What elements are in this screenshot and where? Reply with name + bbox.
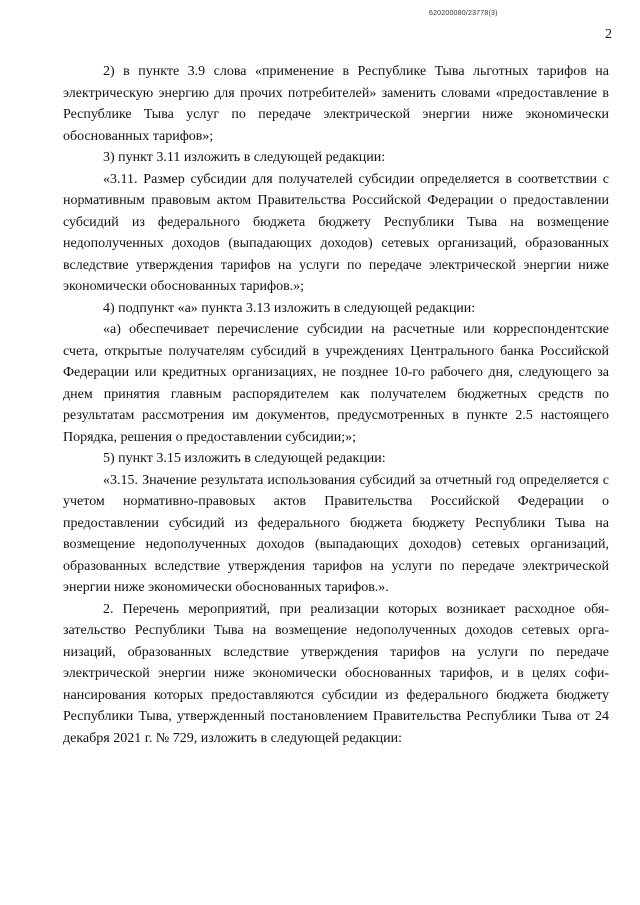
paragraph-item-3: 3) пункт 3.11 изложить в следующей редакции: <box>103 150 386 165</box>
paragraph-quote-3-13-a: «а) обеспечивает перечисление субсидии на расчетные или корреспондентские счета, открытые получателям субсидий в учреждениях Центрального банка Российской Федерации или кредитных организациях, не позднее 10-го рабочего дня, следующего за днем принятия главным распорядителем как получателем бюджетных средств по результатам рассмотрения им документов, предусмотренных в пункте 2.5 настоящего Порядка, решения о предоставлении субсидии;»; <box>63 322 609 445</box>
page-number: 2 <box>605 27 612 42</box>
paragraph-item-2: 2) в пункте 3.9 слова «применение в Республике Тыва льготных тарифов на электрическую энергию для прочих потребителей» заменить словами «предоставление в Республике Тыва услуг по передаче электрической энергии ниже экономически обоснованных тарифов»; <box>63 64 609 144</box>
paragraph-quote-3-11: «3.11. Размер субсидии для получателей субсидии определяется в соответствии с нормативным правовым актом Правительства Российской Федерации о предоставлении субсидий из федерального бюджета бюджету Республики Тыва на возмещение недополученных доходов (выпадающих доходов) сетевых организаций, образованных вследствие утверждения тарифов на услуги по передаче электрической энергии ниже экономически обоснованных тарифов.»; <box>63 171 609 294</box>
paragraph-section-2: 2. Перечень мероприятий, при реализации которых возникает расходное обязательство Республики Тыва на возмещение недополученных доходов сетевых организаций, образованных вследствие утверждения тарифов на услуги по передаче электрической энергии ниже экономически обоснованных тарифов, и в целях софинансирования которых предоставляются субсидии из федерального бюджета бюджету Республики Тыва, утвержденный постановлением Правительства Республики Тыва от 24 декабря 2021 г. № 729, изложить в следующей редакции: <box>63 601 609 746</box>
paragraph-item-5: 5) пункт 3.15 изложить в следующей редакции: <box>103 451 386 466</box>
paragraph-item-4: 4) подпункт «а» пункта 3.13 изложить в следующей редакции: <box>103 300 476 316</box>
document-registration-code: 620200080/23778(3) <box>429 10 498 17</box>
paragraph-quote-3-15: «3.15. Значение результата использования субсидий за отчетный год определяется с учетом нормативно-правовых актов Правительства Российской Федерации о предоставлении субсидий из федерального бюджета бюджету Республики Тыва на возмещение недополученных доходов (выпадающих доходов) сетевых организаций, образованных вследствие утверждения тарифов на услуги по передаче электрической энергии ниже экономически обоснованных тарифов.». <box>63 472 609 595</box>
document-body <box>63 61 609 749</box>
